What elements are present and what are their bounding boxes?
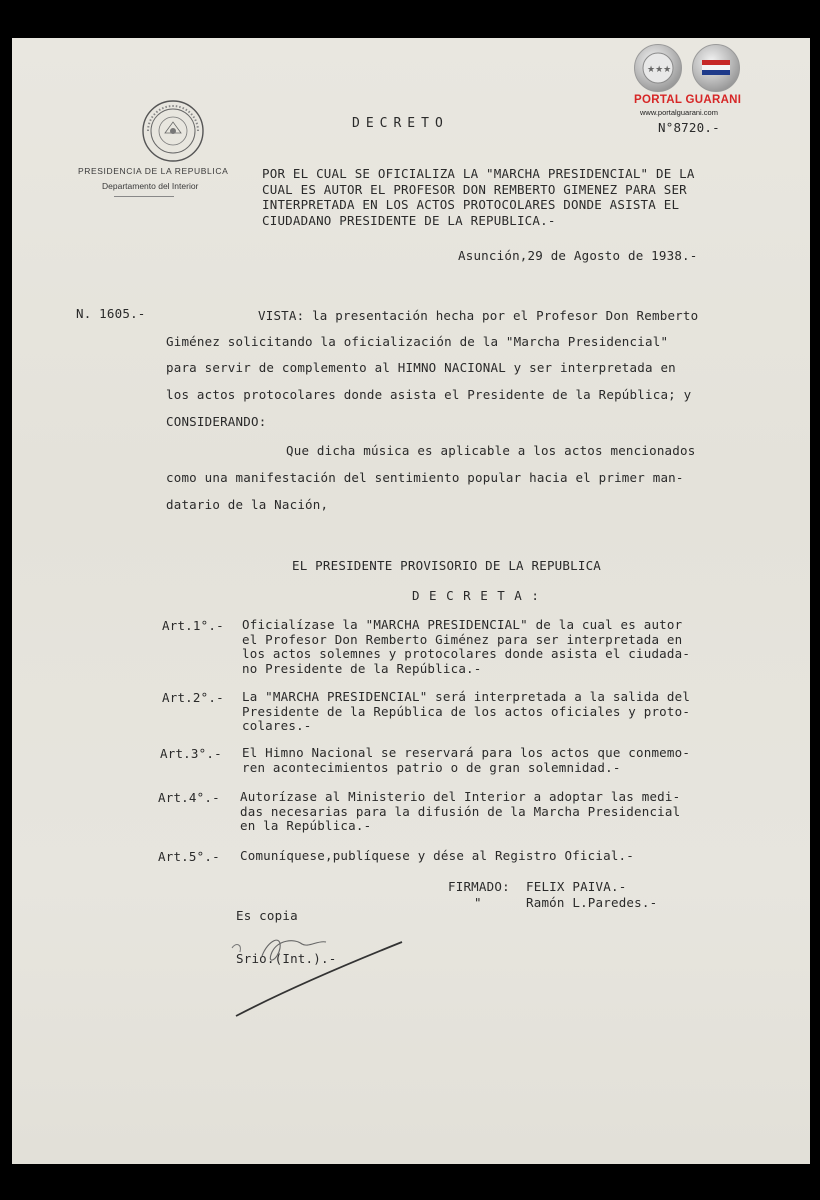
- considerando-line: como una manifestación del sentimiento popular hacia el primer man-: [166, 470, 684, 485]
- considerando-heading: CONSIDERANDO:: [166, 414, 267, 429]
- considerando-line: Que dicha música es aplicable a los actos mencionados: [286, 443, 696, 458]
- subject-line: CUAL ES AUTOR EL PROFESOR DON REMBERTO GIMENEZ PARA SER: [262, 181, 687, 197]
- article-line: el Profesor Don Remberto Giménez para ser interpretada en: [242, 631, 683, 647]
- decreta-heading: D E C R E T A :: [412, 588, 540, 603]
- vista-line: para servir de complemento al HIMNO NACIONAL y ser interpretada en: [166, 360, 676, 375]
- svg-text:★★★: ★★★: [647, 65, 672, 75]
- article-label: Art.3°.-: [160, 746, 222, 761]
- letterhead-rule: [114, 196, 174, 197]
- article-line: das necesarias para la difusión de la Marcha Presidencial: [240, 803, 681, 819]
- expediente-number: N. 1605.-: [76, 306, 146, 321]
- president-line: EL PRESIDENTE PROVISORIO DE LA REPUBLICA: [292, 558, 602, 573]
- flag-seal-icon: [692, 44, 740, 92]
- article-text: [242, 618, 690, 676]
- decree-document: [12, 38, 810, 1164]
- coat-of-arms-icon: [634, 44, 682, 92]
- decree-subject: [262, 166, 742, 228]
- considerando-line: datario de la Nación,: [166, 497, 329, 512]
- article-line: no Presidente de la República.-: [242, 660, 482, 676]
- place-date: Asunción,29 de Agosto de 1938.-: [458, 248, 698, 263]
- article-line: Comuníquese,publíquese y dése al Registro Oficial.-: [240, 848, 635, 863]
- watermark-url: www.portalguarani.com: [640, 108, 718, 117]
- article-label: Art.5°.-: [158, 849, 220, 864]
- portal-guarani-logo: [630, 44, 746, 130]
- article-text: [242, 746, 690, 775]
- article-line: en la República.-: [240, 818, 372, 833]
- article-line: ren acontecimientos patrio o de gran solemnidad.-: [242, 759, 621, 775]
- article-text: [240, 849, 634, 864]
- article-text: [242, 690, 690, 734]
- secretary-line: Srio.(Int.).-: [236, 951, 337, 966]
- presidential-seal-stamp: [140, 98, 206, 164]
- watermark-brand: PORTAL GUARANI: [634, 94, 742, 106]
- letterhead-department: Departamento del Interior: [102, 181, 199, 191]
- decree-number: N°8720.-: [658, 120, 720, 135]
- vista-line: Giménez solicitando la oficialización de la "Marcha Presidencial": [166, 334, 669, 349]
- article-label: Art.1°.-: [162, 618, 224, 633]
- article-line: colares.-: [242, 718, 312, 733]
- subject-line: INTERPRETADA EN LOS ACTOS PROTOCOLARES DONDE ASISTA EL: [262, 197, 680, 212]
- ditto-mark: ": [474, 895, 482, 910]
- article-line: El Himno Nacional se reservará para los actos que conmemo-: [242, 745, 691, 760]
- article-text: [240, 790, 680, 834]
- copy-note: Es copia: [236, 908, 298, 923]
- article-line: Autorízase al Ministerio del Interior a adoptar las medi-: [240, 789, 681, 804]
- signed-label: FIRMADO:: [448, 879, 510, 894]
- article-line: Presidente de la República de los actos oficiales y proto-: [242, 703, 691, 719]
- signature-minister: Ramón L.Paredes.-: [526, 895, 658, 910]
- letterhead-presidency: PRESIDENCIA DE LA REPUBLICA: [78, 166, 229, 176]
- article-line: Oficialízase la "MARCHA PRESIDENCIAL" de la cual es autor: [242, 617, 683, 632]
- subject-line: CIUDADANO PRESIDENTE DE LA REPUBLICA.-: [262, 212, 556, 228]
- signature-president: FELIX PAIVA.-: [526, 879, 627, 894]
- article-label: Art.2°.-: [162, 690, 224, 705]
- document-heading: DECRETO: [352, 116, 449, 131]
- vista-line: los actos protocolares donde asista el Presidente de la República; y: [166, 387, 692, 402]
- article-line: los actos solemnes y protocolares donde asista el ciudada-: [242, 646, 691, 661]
- handwritten-signature: [222, 922, 412, 1022]
- subject-line: POR EL CUAL SE OFICIALIZA LA "MARCHA PRESIDENCIAL" DE LA: [262, 166, 695, 181]
- article-line: La "MARCHA PRESIDENCIAL" será interpretada a la salida del: [242, 689, 691, 704]
- article-label: Art.4°.-: [158, 790, 220, 805]
- vista-line: VISTA: la presentación hecha por el Profesor Don Remberto: [258, 308, 699, 323]
